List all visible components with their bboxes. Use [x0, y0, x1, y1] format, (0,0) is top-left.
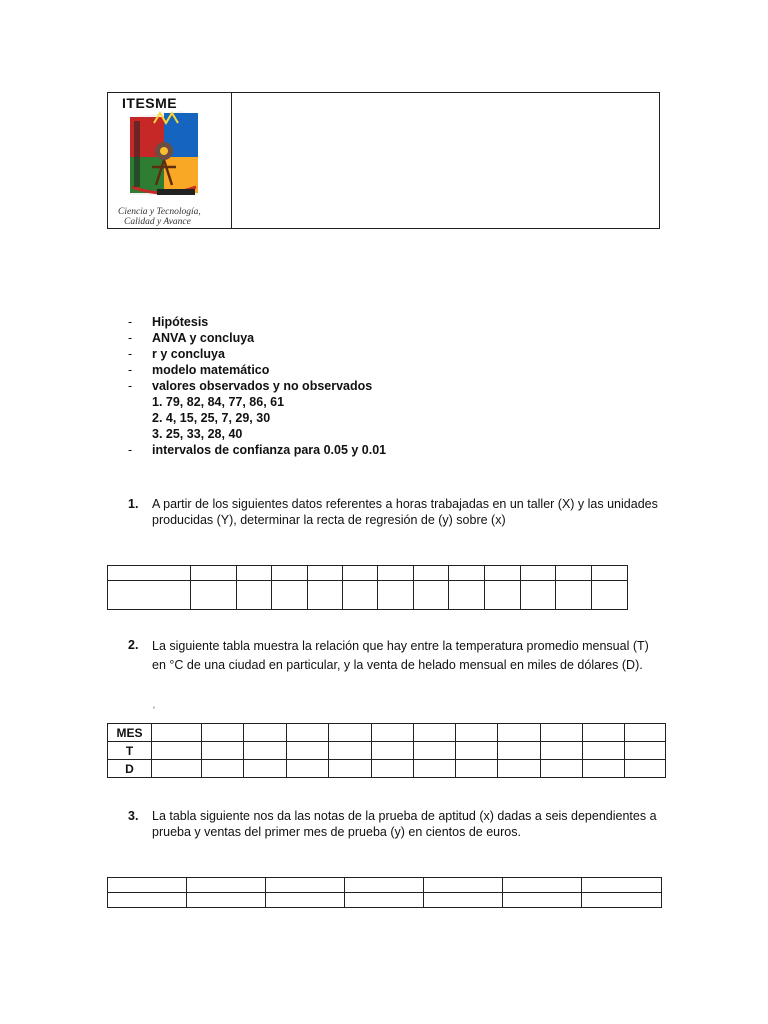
table-cell[interactable] — [414, 760, 456, 778]
bullet-dash: - — [128, 331, 133, 345]
bullet-dash: - — [128, 379, 133, 393]
table-cell[interactable] — [191, 581, 237, 610]
table-row — [108, 878, 662, 893]
row-label-mes: MES — [108, 724, 152, 742]
table-cell[interactable] — [556, 581, 592, 610]
problem-text: La tabla siguiente nos da las notas de la prueba de aptitud (x) dadas a seis dependientes a prueba y ventas del primer mes de prueba (y) en cientos de euros. — [152, 809, 657, 839]
table-cell[interactable] — [541, 760, 583, 778]
table-cell[interactable] — [202, 742, 244, 760]
table-cell[interactable] — [266, 893, 345, 908]
table-cell[interactable] — [202, 760, 244, 778]
table-cell[interactable] — [287, 742, 329, 760]
table-cell[interactable] — [414, 742, 456, 760]
table-cell[interactable] — [498, 742, 541, 760]
table-cell[interactable] — [498, 724, 541, 742]
table-cell[interactable] — [343, 581, 378, 610]
table-cell[interactable] — [498, 760, 541, 778]
table-cell[interactable] — [308, 566, 343, 581]
table-cell[interactable] — [485, 581, 521, 610]
row-label-t: T — [108, 742, 152, 760]
table-cell[interactable] — [582, 878, 662, 893]
logo-emblem-icon — [112, 95, 227, 207]
table-cell[interactable] — [287, 760, 329, 778]
table-cell[interactable] — [556, 566, 592, 581]
checklist-item-text: Hipótesis — [152, 315, 209, 329]
logo-title: ITESME — [122, 95, 178, 111]
checklist-item-text: r y concluya — [152, 347, 225, 361]
table-cell[interactable] — [244, 760, 287, 778]
table-cell[interactable] — [503, 878, 582, 893]
table-cell[interactable] — [108, 878, 187, 893]
table-cell[interactable] — [521, 566, 556, 581]
table-cell[interactable] — [202, 724, 244, 742]
table-cell[interactable] — [108, 566, 191, 581]
checklist-subitem-text: 2. 4, 15, 25, 7, 29, 30 — [152, 411, 271, 425]
checklist-item-text: intervalos de confianza para 0.05 y 0.01 — [152, 443, 387, 457]
table-cell[interactable] — [329, 724, 372, 742]
table-cell[interactable] — [345, 893, 424, 908]
table-cell[interactable] — [625, 724, 666, 742]
table-cell[interactable] — [372, 724, 414, 742]
checklist-subitem-text: 3. 25, 33, 28, 40 — [152, 427, 243, 441]
checklist-subitem-text: 1. 79, 82, 84, 77, 86, 61 — [152, 395, 285, 409]
table-cell[interactable] — [266, 878, 345, 893]
table-cell[interactable] — [414, 724, 456, 742]
table-row — [108, 893, 662, 908]
table-cell[interactable] — [343, 566, 378, 581]
table-cell[interactable] — [449, 566, 485, 581]
bullet-dash: - — [128, 347, 133, 361]
row-label-d: D — [108, 760, 152, 778]
table-cell[interactable] — [583, 724, 625, 742]
table-cell[interactable] — [152, 724, 202, 742]
table-cell[interactable] — [237, 566, 272, 581]
problem-number: 1. — [128, 497, 139, 511]
table-cell[interactable] — [329, 742, 372, 760]
table-cell[interactable] — [424, 878, 503, 893]
table-cell[interactable] — [372, 760, 414, 778]
table-cell[interactable] — [272, 581, 308, 610]
table-cell[interactable] — [191, 566, 237, 581]
itesme-logo — [112, 95, 227, 227]
table-cell[interactable] — [503, 893, 582, 908]
bullet-dash: - — [128, 443, 133, 457]
table-cell[interactable] — [456, 760, 498, 778]
table-cell[interactable] — [485, 566, 521, 581]
data-table-3 — [107, 877, 662, 908]
table-cell[interactable] — [625, 742, 666, 760]
bullet-dash: - — [128, 363, 133, 377]
table-cell[interactable] — [449, 581, 485, 610]
table-cell[interactable] — [582, 893, 662, 908]
table-cell[interactable] — [456, 724, 498, 742]
table-cell[interactable] — [287, 724, 329, 742]
data-table-2 — [107, 723, 666, 778]
table-cell[interactable] — [378, 566, 414, 581]
table-cell[interactable] — [521, 581, 556, 610]
table-cell[interactable] — [308, 581, 343, 610]
table-cell[interactable] — [414, 581, 449, 610]
table-cell[interactable] — [187, 893, 266, 908]
data-table-1 — [107, 565, 628, 610]
table-row — [108, 760, 666, 778]
table-row — [108, 724, 666, 742]
table-cell[interactable] — [237, 581, 272, 610]
table-cell[interactable] — [625, 760, 666, 778]
table-cell[interactable] — [329, 760, 372, 778]
problem-text: La siguiente tabla muestra la relación que hay entre la temperatura promedio mensual (T) en °C de una ciudad en particular, y la venta de helado mensual en miles de dólares (D). — [152, 639, 649, 672]
table-cell[interactable] — [272, 566, 308, 581]
table-cell[interactable] — [372, 742, 414, 760]
table-cell[interactable] — [378, 581, 414, 610]
table-cell[interactable] — [583, 760, 625, 778]
table-cell[interactable] — [541, 742, 583, 760]
table-row — [108, 566, 628, 581]
problem-number: 3. — [128, 809, 139, 823]
table-cell[interactable] — [152, 742, 202, 760]
table-cell[interactable] — [108, 893, 187, 908]
checklist-item-text: ANVA y concluya — [152, 331, 255, 345]
table-cell[interactable] — [592, 566, 628, 581]
checklist-item-text: modelo matemático — [152, 363, 270, 377]
table-cell[interactable] — [187, 878, 266, 893]
logo-tagline-1: Ciencia y Tecnología, — [118, 207, 201, 217]
table-row — [108, 581, 628, 610]
problem-text: A partir de los siguientes datos referentes a horas trabajadas en un taller (X) y las unidades producidas (Y), determinar la recta de regresión de (y) sobre (x) — [152, 497, 658, 527]
problem-number: 2. — [128, 638, 139, 652]
table-cell[interactable] — [345, 878, 424, 893]
table-cell[interactable] — [414, 566, 449, 581]
table-cell[interactable] — [108, 581, 191, 610]
table-row — [108, 742, 666, 760]
table-cell[interactable] — [244, 742, 287, 760]
bullet-dash: - — [128, 315, 133, 329]
table-cell[interactable] — [583, 742, 625, 760]
logo-tagline-2: Calidad y Avance — [124, 217, 191, 227]
header-divider — [231, 93, 232, 228]
table-cell[interactable] — [541, 724, 583, 742]
table-cell[interactable] — [152, 760, 202, 778]
table-cell[interactable] — [244, 724, 287, 742]
checklist-item-text: valores observados y no observados — [152, 379, 373, 393]
table-cell[interactable] — [424, 893, 503, 908]
header-box — [107, 92, 660, 229]
table-cell[interactable] — [456, 742, 498, 760]
stray-mark: ‘ — [153, 705, 155, 715]
table-cell[interactable] — [592, 581, 628, 610]
